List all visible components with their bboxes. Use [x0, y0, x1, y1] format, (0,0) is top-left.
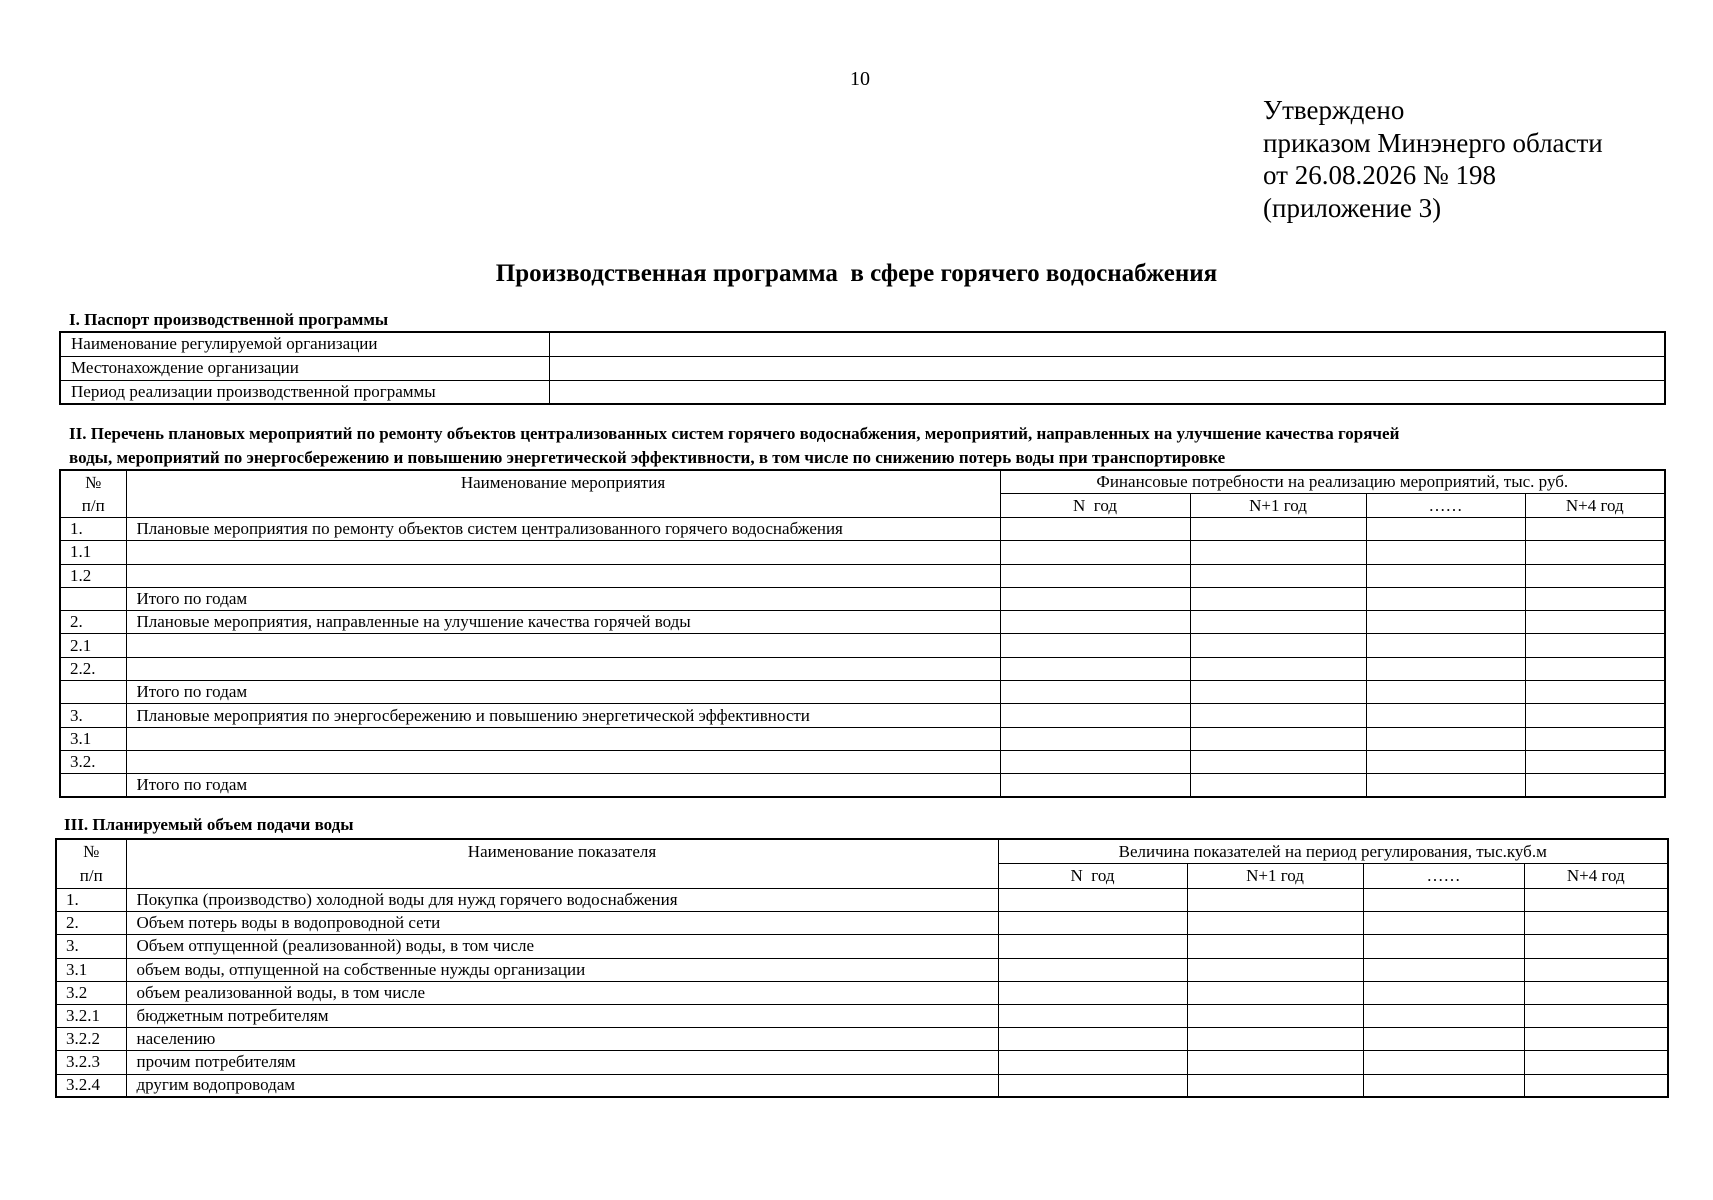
- year-value-cell: [1190, 564, 1366, 587]
- year-header-n: N год: [1000, 494, 1190, 518]
- row-name: Итого по годам: [126, 774, 1000, 797]
- year-value-cell: [1187, 889, 1363, 912]
- year-value-cell: [1524, 912, 1668, 935]
- row-number: 2.: [60, 611, 126, 634]
- table-row: [56, 1074, 1668, 1097]
- row-name: Итого по годам: [126, 587, 1000, 610]
- table-row: [60, 634, 1665, 657]
- year-value-cell: [1366, 704, 1525, 727]
- year-value-cell: [1190, 704, 1366, 727]
- year-value-cell: [1366, 634, 1525, 657]
- passport-row: [60, 332, 1665, 356]
- year-value-cell: [1525, 564, 1665, 587]
- year-value-cell: [1000, 541, 1190, 564]
- year-header-ellipsis: ……: [1363, 864, 1524, 889]
- year-value-cell: [1000, 587, 1190, 610]
- year-value-cell: [1000, 611, 1190, 634]
- year-value-cell: [1190, 727, 1366, 750]
- year-value-cell: [1187, 912, 1363, 935]
- row-name: населению: [126, 1028, 998, 1051]
- year-header-n1: N+1 год: [1190, 494, 1366, 518]
- row-number: 3.2.3: [56, 1051, 126, 1074]
- table-row: [56, 1028, 1668, 1051]
- year-value-cell: [1000, 774, 1190, 797]
- table-row: [60, 704, 1665, 727]
- table-row: [56, 1004, 1668, 1027]
- year-value-cell: [1366, 750, 1525, 773]
- table-row: [60, 774, 1665, 797]
- year-value-cell: [1000, 657, 1190, 680]
- passport-label: Период реализации производственной программы: [60, 380, 549, 404]
- group-header: Финансовые потребности на реализацию мероприятий, тыс. руб.: [1000, 470, 1665, 494]
- year-value-cell: [1524, 1028, 1668, 1051]
- table-row: [56, 958, 1668, 981]
- year-value-cell: [998, 935, 1187, 958]
- row-number: 1.1: [60, 541, 126, 564]
- row-name: Плановые мероприятия по энергосбережению и повышению энергетической эффективности: [126, 704, 1000, 727]
- year-value-cell: [1000, 681, 1190, 704]
- row-number: 2.2.: [60, 657, 126, 680]
- row-name: объем воды, отпущенной на собственные нужды организации: [126, 958, 998, 981]
- row-number: 2.: [56, 912, 126, 935]
- table-row: [60, 611, 1665, 634]
- row-number: 3.2.2: [56, 1028, 126, 1051]
- year-header-n4: N+4 год: [1524, 864, 1668, 889]
- year-value-cell: [1190, 587, 1366, 610]
- year-value-cell: [998, 1051, 1187, 1074]
- year-value-cell: [1363, 1074, 1524, 1097]
- year-value-cell: [1190, 657, 1366, 680]
- year-value-cell: [1000, 564, 1190, 587]
- year-value-cell: [1366, 727, 1525, 750]
- row-name: Плановые мероприятия, направленные на улучшение качества горячей воды: [126, 611, 1000, 634]
- year-value-cell: [1363, 889, 1524, 912]
- number-subheader: п/п: [81, 496, 105, 515]
- section-heading-volume: III. Планируемый объем подачи воды: [64, 815, 354, 834]
- year-header-n4: N+4 год: [1525, 494, 1665, 518]
- row-name: другим водопроводам: [126, 1074, 998, 1097]
- passport-table: [59, 331, 1666, 405]
- year-value-cell: [1525, 657, 1665, 680]
- volume-table: [55, 838, 1669, 1098]
- year-value-cell: [1525, 518, 1665, 541]
- passport-value: [549, 356, 1665, 380]
- row-number: 3.: [56, 935, 126, 958]
- header-row: [60, 470, 1665, 494]
- year-value-cell: [1524, 1004, 1668, 1027]
- year-value-cell: [1190, 541, 1366, 564]
- year-value-cell: [1366, 657, 1525, 680]
- table-row: [60, 727, 1665, 750]
- number-subheader: п/п: [79, 866, 103, 885]
- row-number: 3.: [60, 704, 126, 727]
- approval-line: Утверждено: [1263, 95, 1405, 125]
- row-number: 3.2.1: [56, 1004, 126, 1027]
- passport-row: [60, 356, 1665, 380]
- passport-row: [60, 380, 1665, 404]
- row-name: объем реализованной воды, в том числе: [126, 981, 998, 1004]
- year-value-cell: [1525, 611, 1665, 634]
- table-row: [60, 657, 1665, 680]
- year-value-cell: [1187, 935, 1363, 958]
- year-value-cell: [1524, 889, 1668, 912]
- name-header-label: Наименование мероприятия: [460, 473, 666, 492]
- table-row: [56, 912, 1668, 935]
- year-header-n: N год: [998, 864, 1187, 889]
- section-heading-line: воды, мероприятий по энергосбережению и повышению энергетической эффективности, в том числе по снижению потерь воды при транспортировке: [69, 448, 1226, 467]
- row-name: [126, 564, 1000, 587]
- year-value-cell: [1363, 1004, 1524, 1027]
- year-value-cell: [998, 912, 1187, 935]
- year-value-cell: [1363, 958, 1524, 981]
- document-title: Производственная программа в сфере горячего водоснабжения: [495, 260, 1218, 287]
- row-name: [126, 657, 1000, 680]
- year-value-cell: [1525, 774, 1665, 797]
- year-value-cell: [1366, 611, 1525, 634]
- year-value-cell: [1366, 541, 1525, 564]
- table-row: [56, 889, 1668, 912]
- number-header: [60, 470, 126, 518]
- year-value-cell: [1190, 774, 1366, 797]
- year-value-cell: [1190, 611, 1366, 634]
- section-heading-activities: [69, 422, 1399, 470]
- name-header: [126, 839, 998, 889]
- table-row: [60, 587, 1665, 610]
- year-value-cell: [1363, 981, 1524, 1004]
- row-name: [126, 541, 1000, 564]
- year-value-cell: [1187, 1074, 1363, 1097]
- row-name: прочим потребителям: [126, 1051, 998, 1074]
- table-row: [60, 518, 1665, 541]
- year-value-cell: [1187, 958, 1363, 981]
- year-value-cell: [1190, 634, 1366, 657]
- row-number: 3.1: [56, 958, 126, 981]
- year-value-cell: [998, 1028, 1187, 1051]
- year-value-cell: [998, 1074, 1187, 1097]
- table-row: [56, 935, 1668, 958]
- row-name: бюджетным потребителям: [126, 1004, 998, 1027]
- year-value-cell: [998, 889, 1187, 912]
- row-number: 3.2.4: [56, 1074, 126, 1097]
- table-row: [60, 564, 1665, 587]
- row-name: Плановые мероприятия по ремонту объектов систем централизованного горячего водоснабжения: [126, 518, 1000, 541]
- year-value-cell: [998, 1004, 1187, 1027]
- approval-line: от 26.08.2026 № 198: [1263, 160, 1496, 190]
- year-value-cell: [1187, 981, 1363, 1004]
- year-value-cell: [1000, 704, 1190, 727]
- activities-table: [59, 469, 1666, 798]
- number-header: [56, 839, 126, 889]
- year-value-cell: [1187, 1004, 1363, 1027]
- row-number: 3.2: [56, 981, 126, 1004]
- year-value-cell: [1187, 1028, 1363, 1051]
- row-number: 2.1: [60, 634, 126, 657]
- year-value-cell: [1187, 1051, 1363, 1074]
- year-value-cell: [1524, 958, 1668, 981]
- year-value-cell: [1000, 750, 1190, 773]
- approval-line: приказом Минэнерго области: [1263, 127, 1603, 158]
- year-value-cell: [1366, 774, 1525, 797]
- year-value-cell: [1525, 681, 1665, 704]
- year-header-n1: N+1 год: [1187, 864, 1363, 889]
- passport-label: Наименование регулируемой организации: [60, 332, 549, 356]
- row-number: [60, 587, 126, 610]
- row-number: [60, 681, 126, 704]
- row-name: Покупка (производство) холодной воды для нужд горячего водоснабжения: [126, 889, 998, 912]
- year-value-cell: [1363, 935, 1524, 958]
- year-value-cell: [998, 981, 1187, 1004]
- passport-value: [549, 380, 1665, 404]
- year-value-cell: [1366, 587, 1525, 610]
- year-value-cell: [1190, 750, 1366, 773]
- name-header: [126, 470, 1000, 518]
- row-name: Объем потерь воды в водопроводной сети: [126, 912, 998, 935]
- row-number: 1.: [60, 518, 126, 541]
- year-value-cell: [1366, 518, 1525, 541]
- year-value-cell: [998, 958, 1187, 981]
- passport-value: [549, 332, 1665, 356]
- year-value-cell: [1366, 681, 1525, 704]
- name-header-label: Наименование показателя: [467, 842, 657, 861]
- row-name: Объем отпущенной (реализованной) воды, в том числе: [126, 935, 998, 958]
- row-name: [126, 750, 1000, 773]
- year-value-cell: [1525, 587, 1665, 610]
- table-row: [56, 981, 1668, 1004]
- row-name: Итого по годам: [126, 681, 1000, 704]
- year-value-cell: [1524, 981, 1668, 1004]
- section-heading-passport: I. Паспорт производственной программы: [69, 310, 389, 329]
- row-number: [60, 774, 126, 797]
- table-row: [60, 681, 1665, 704]
- group-header: Величина показателей на период регулирования, тыс.куб.м: [998, 839, 1668, 864]
- number-sign: №: [85, 473, 102, 492]
- year-value-cell: [1524, 1051, 1668, 1074]
- year-header-ellipsis: ……: [1366, 494, 1525, 518]
- row-number: 1.2: [60, 564, 126, 587]
- year-value-cell: [1366, 564, 1525, 587]
- year-value-cell: [1525, 634, 1665, 657]
- passport-label: Местонахождение организации: [60, 356, 549, 380]
- approval-line: (приложение 3): [1263, 192, 1442, 223]
- year-value-cell: [1525, 704, 1665, 727]
- page-number: 10: [850, 68, 870, 90]
- table-row: [56, 1051, 1668, 1074]
- year-value-cell: [1363, 1028, 1524, 1051]
- row-name: [126, 634, 1000, 657]
- year-value-cell: [1363, 1051, 1524, 1074]
- year-value-cell: [1363, 912, 1524, 935]
- year-value-cell: [1525, 541, 1665, 564]
- header-row: [56, 839, 1668, 864]
- row-name: [126, 727, 1000, 750]
- year-value-cell: [1000, 518, 1190, 541]
- row-number: 1.: [56, 889, 126, 912]
- year-value-cell: [1190, 681, 1366, 704]
- number-sign: №: [83, 842, 100, 861]
- table-row: [60, 541, 1665, 564]
- row-number: 3.2.: [60, 750, 126, 773]
- row-number: 3.1: [60, 727, 126, 750]
- year-value-cell: [1525, 727, 1665, 750]
- approval-stamp: [1263, 94, 1603, 224]
- year-value-cell: [1525, 750, 1665, 773]
- table-row: [60, 750, 1665, 773]
- year-value-cell: [1524, 1074, 1668, 1097]
- year-value-cell: [1000, 634, 1190, 657]
- year-value-cell: [1190, 518, 1366, 541]
- section-heading-line: II. Перечень плановых мероприятий по ремонту объектов централизованных систем горячего водоснабжения, мероприятий, направленных на улучшение качества горячей: [69, 424, 1400, 443]
- year-value-cell: [1000, 727, 1190, 750]
- year-value-cell: [1524, 935, 1668, 958]
